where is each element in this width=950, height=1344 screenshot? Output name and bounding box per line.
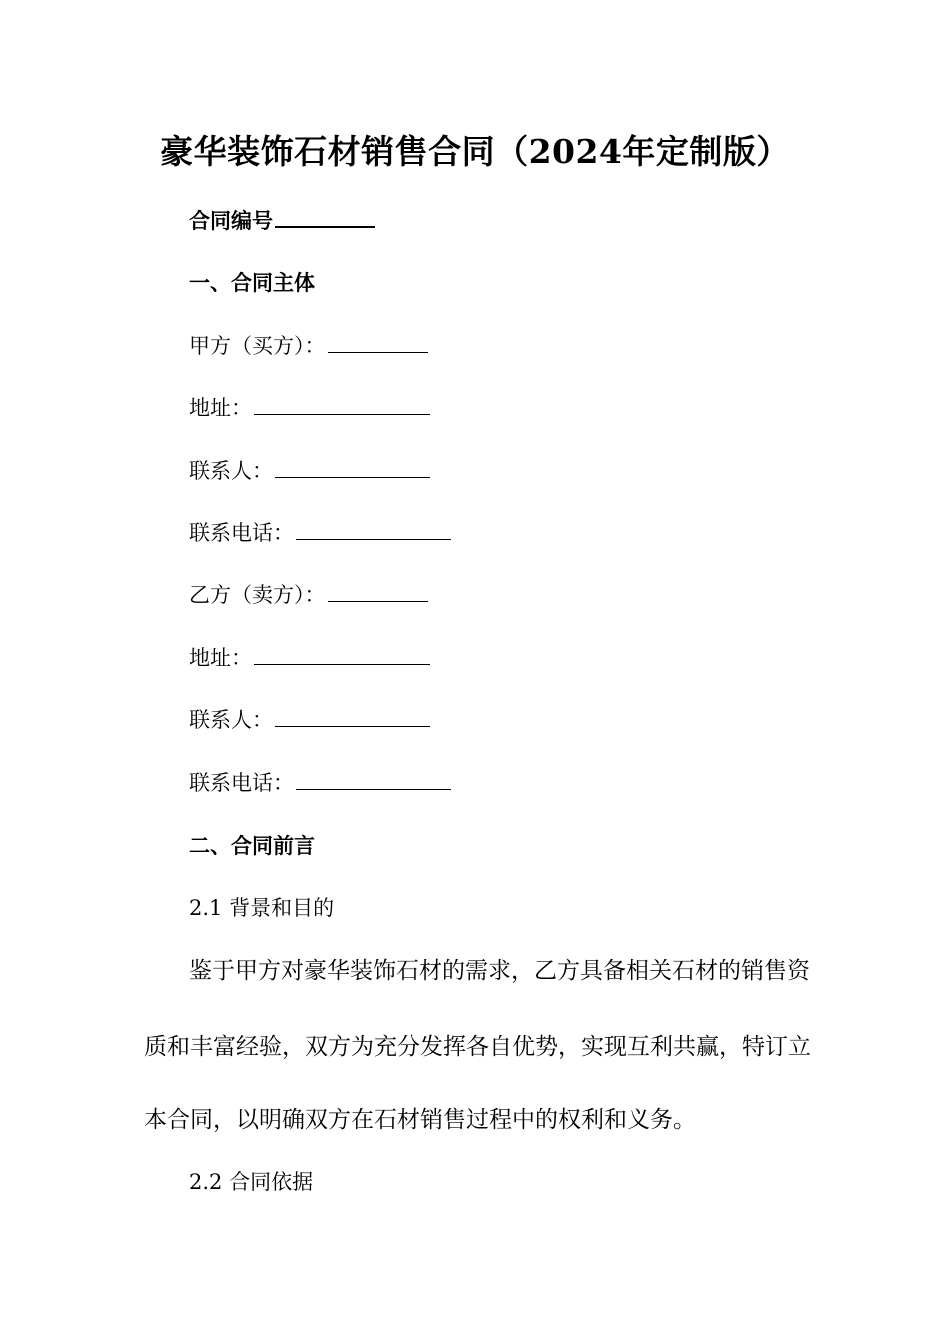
party-b-label: 乙方（卖方）：	[189, 583, 326, 607]
contract-number-label: 合同编号	[189, 208, 273, 233]
party-a-address-row	[189, 392, 430, 424]
section1-heading: 一、合同主体	[189, 270, 315, 295]
party-a-phone-row	[189, 517, 451, 549]
party-b-contact-label: 联系人：	[189, 708, 273, 732]
party-b-address-field[interactable]	[254, 642, 430, 665]
document-title: 豪华装饰石材销售合同（2024年定制版）	[160, 132, 790, 171]
subsection-2-1-heading: 2.1 背景和目的	[189, 896, 335, 920]
party-a-contact-field[interactable]	[275, 455, 430, 478]
party-b-phone-row	[189, 767, 451, 799]
party-a-label: 甲方（买方）：	[189, 334, 326, 358]
party-a-field[interactable]	[328, 330, 428, 353]
party-b-contact-field[interactable]	[275, 704, 430, 727]
party-a-phone-label: 联系电话：	[189, 521, 294, 545]
party-a-address-label: 地址：	[189, 396, 252, 420]
party-a-row	[189, 330, 428, 362]
party-b-phone-label: 联系电话：	[189, 771, 294, 795]
party-a-contact-row	[189, 455, 430, 487]
party-b-address-row	[189, 642, 430, 674]
contract-number-row	[189, 204, 375, 237]
party-a-contact-label: 联系人：	[189, 459, 273, 483]
party-b-contact-row	[189, 704, 430, 736]
paragraph-line-3: 本合同，以明确双方在石材销售过程中的权利和义务。	[144, 1107, 696, 1133]
paragraph-line-1: 鉴于甲方对豪华装饰石材的需求，乙方具备相关石材的销售资	[189, 958, 810, 984]
party-b-field[interactable]	[328, 579, 428, 602]
section2-heading: 二、合同前言	[189, 833, 315, 858]
party-a-address-field[interactable]	[254, 392, 430, 415]
party-a-phone-field[interactable]	[296, 517, 451, 540]
party-b-address-label: 地址：	[189, 646, 252, 670]
party-b-row	[189, 579, 428, 611]
subsection-2-2-heading: 2.2 合同依据	[189, 1170, 314, 1194]
contract-number-field[interactable]	[275, 204, 375, 228]
party-b-phone-field[interactable]	[296, 767, 451, 790]
paragraph-line-2: 质和丰富经验，双方为充分发挥各自优势，实现互利共赢，特订立	[144, 1034, 811, 1060]
